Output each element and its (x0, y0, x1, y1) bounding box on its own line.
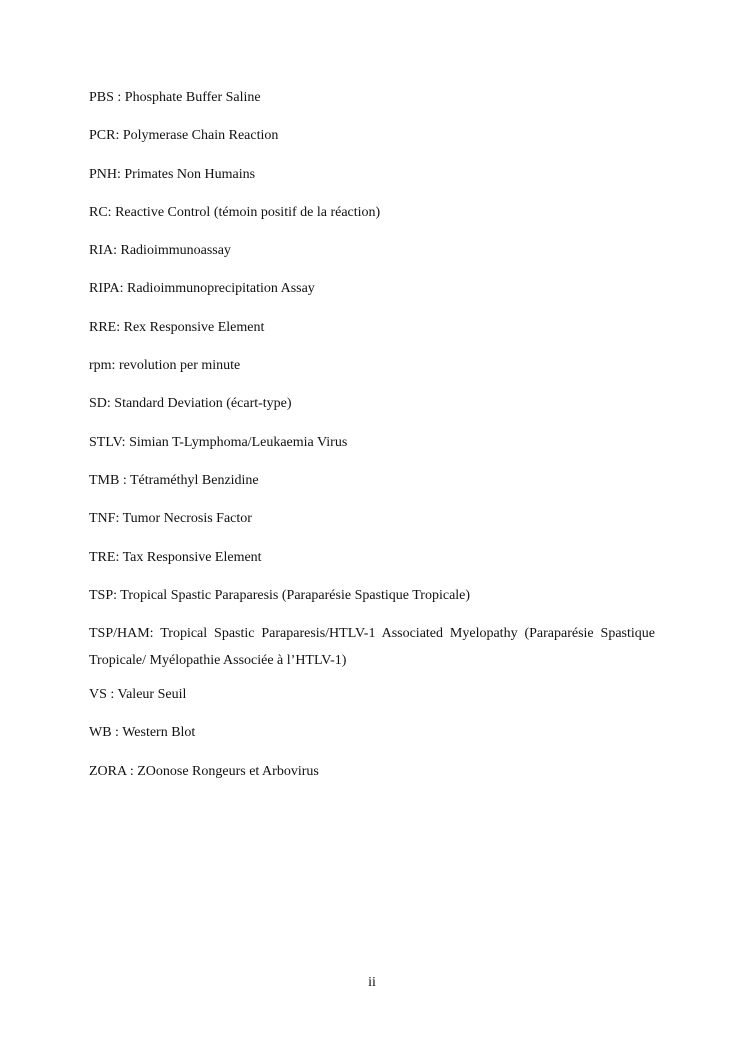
abbreviation-entry: RC: Reactive Control (témoin positif de la réaction) (89, 204, 381, 220)
abbreviation-entry: SD: Standard Deviation (écart-type) (89, 396, 292, 412)
abbreviation-entry: TMB : Tétraméthyl Benzidine (89, 472, 259, 488)
abbreviation-entry: TSP: Tropical Spastic Paraparesis (Paraparésie Spastique Tropicale) (89, 587, 471, 603)
abbreviation-entry: TSP/HAM: Tropical Spastic Paraparesis/HTLV-1 Associated Myelopathy (Paraparésie Spastique Tropicale/ Myélopathie Associée à l’HTLV-1) (89, 626, 655, 669)
abbreviation-entry: TNF: Tumor Necrosis Factor (89, 511, 252, 527)
abbreviation-entry: RIPA: Radioimmunoprecipitation Assay (89, 281, 315, 297)
abbreviation-entry: WB : Western Blot (89, 725, 196, 741)
abbreviation-entry: PCR: Polymerase Chain Reaction (89, 128, 279, 144)
page-number: ii (368, 975, 376, 990)
abbreviation-entry: PNH: Primates Non Humains (89, 166, 256, 182)
abbreviation-entry: RRE: Rex Responsive Element (89, 319, 265, 335)
abbreviation-entry: VS : Valeur Seuil (89, 687, 187, 703)
abbreviation-entry: TRE: Tax Responsive Element (89, 549, 262, 565)
abbreviation-entry: PBS : Phosphate Buffer Saline (89, 90, 261, 105)
abbreviation-entry: ZORA : ZOonose Rongeurs et Arbovirus (89, 763, 319, 779)
abbreviation-entry: rpm: revolution per minute (89, 358, 241, 374)
abbreviation-entry: STLV: Simian T-Lymphoma/Leukaemia Virus (89, 434, 348, 450)
abbreviation-list (89, 88, 655, 800)
abbreviation-entry: RIA: Radioimmunoassay (89, 243, 231, 259)
